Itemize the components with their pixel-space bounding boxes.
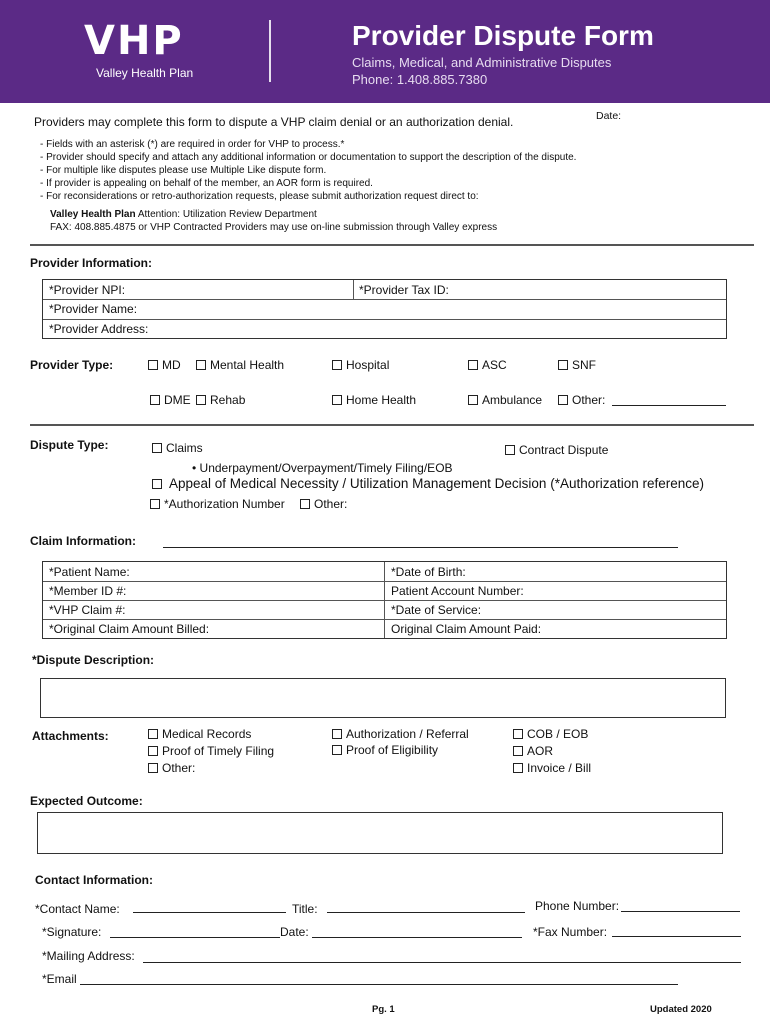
mailing-label: *Mailing Address: [42,949,135,963]
dept-line [50,209,317,220]
section-divider [30,244,754,246]
provider-info-table [42,279,727,339]
title-field[interactable] [327,912,525,913]
mailing-field[interactable] [143,962,741,963]
checkbox-cob-eob[interactable]: COB / EOB [513,727,588,741]
checkbox-auth-referral[interactable]: Authorization / Referral [332,727,469,741]
updated-label: Updated 2020 [650,1004,712,1015]
checkbox-icon [148,746,158,756]
bullet-icon: • [192,461,197,475]
expected-outcome-heading: Expected Outcome: [30,794,143,808]
checkbox-icon [152,479,162,489]
checkbox-timely-filing[interactable]: Proof of Timely Filing [148,744,274,758]
checkbox-appeal[interactable]: Appeal of Medical Necessity / Utilization Management Decision (*Authorization reference) [152,476,704,491]
checkbox-hospital[interactable]: Hospital [332,358,389,372]
fax-field[interactable] [612,936,741,937]
claim-info-heading: Claim Information: [30,534,137,548]
checkbox-mental-health[interactable]: Mental Health [196,358,284,372]
date-of-service-field[interactable]: *Date of Service: [391,603,482,617]
phone-field[interactable] [621,911,740,912]
dispute-description-heading: *Dispute Description: [32,653,155,667]
claim-billed-field[interactable]: *Original Claim Amount Billed: [49,622,210,636]
vhp-claim-field[interactable]: *VHP Claim #: [49,603,126,617]
claim-info-line[interactable] [163,547,678,548]
dispute-bullet: • Underpayment/Overpayment/Timely Filing/EOB [192,461,453,475]
signature-label: *Signature: [42,925,102,939]
checkbox-dme[interactable]: DME [150,393,191,407]
claim-info-table [42,561,727,639]
checkbox-icon [505,445,515,455]
provider-tax-id-field[interactable]: *Provider Tax ID: [359,283,449,297]
logo-subtitle: Valley Health Plan [96,66,194,80]
checkbox-icon [196,395,206,405]
email-field[interactable] [80,984,678,985]
instruction-2: - Provider should specify and attach any additional information or documentation to support the description of the dispute. [40,152,577,163]
checkbox-eligibility[interactable]: Proof of Eligibility [332,743,438,757]
provider-address-field[interactable]: *Provider Address: [49,322,149,336]
date-label: Date: [596,110,622,122]
title-label: Title: [292,902,318,916]
checkbox-icon [148,729,158,739]
phone-label: Phone Number: [535,899,620,913]
checkbox-medical-records[interactable]: Medical Records [148,727,251,741]
provider-name-field[interactable]: *Provider Name: [49,302,138,316]
checkbox-icon [196,360,206,370]
date-of-birth-field[interactable]: *Date of Birth: [391,565,466,579]
checkbox-icon [332,745,342,755]
checkbox-asc[interactable]: ASC [468,358,507,372]
instruction-1: - Fields with an asterisk (*) are required in order for VHP to process.* [40,139,345,150]
dept-attention: Attention: Utilization Review Department [135,209,317,220]
dept-fax: FAX: 408.885.4875 or VHP Contracted Providers may use on-line submission through Valley express [50,222,498,233]
attachments-label: Attachments: [32,729,109,743]
checkbox-icon [468,395,478,405]
checkbox-icon [150,499,160,509]
date-contact-label: Date: [280,925,309,939]
checkbox-attach-other[interactable]: Other: [148,761,195,775]
checkbox-icon [300,499,310,509]
checkbox-icon [150,395,160,405]
checkbox-icon [148,763,158,773]
signature-field[interactable] [110,937,280,938]
checkbox-icon [558,395,568,405]
patient-name-field[interactable]: *Patient Name: [49,565,130,579]
checkbox-ambulance[interactable]: Ambulance [468,393,542,407]
dispute-description-box[interactable] [40,678,726,718]
header-phone: Phone: 1.408.885.7380 [352,72,488,87]
vhp-logo: VHP [84,18,184,64]
checkbox-dispute-other[interactable]: Other: [300,497,347,511]
checkbox-icon [513,746,523,756]
checkbox-auth-number[interactable]: *Authorization Number [150,497,285,511]
intro-text: Providers may complete this form to dispute a VHP claim denial or an authorization denial. [34,115,514,129]
dept-org: Valley Health Plan [50,209,136,220]
checkbox-icon [152,443,162,453]
expected-outcome-box[interactable] [37,812,723,854]
checkbox-icon [513,763,523,773]
checkbox-aor[interactable]: AOR [513,744,553,758]
section-divider [30,424,754,426]
instruction-5: - For reconsiderations or retro-authorization requests, please submit authorization request direct to: [40,191,479,202]
checkbox-icon [558,360,568,370]
checkbox-home-health[interactable]: Home Health [332,393,416,407]
other-provider-line[interactable] [612,405,726,406]
checkbox-snf[interactable]: SNF [558,358,596,372]
checkbox-icon [332,360,342,370]
instruction-3: - For multiple like disputes please use Multiple Like dispute form. [40,165,327,176]
contact-info-heading: Contact Information: [35,873,153,887]
patient-account-field[interactable]: Patient Account Number: [391,584,524,598]
date-field[interactable] [596,124,746,140]
checkbox-invoice[interactable]: Invoice / Bill [513,761,591,775]
checkbox-md[interactable]: MD [148,358,181,372]
checkbox-claims[interactable]: Claims [152,441,203,455]
date-contact-field[interactable] [312,937,522,938]
dispute-type-label: Dispute Type: [30,438,109,452]
checkbox-icon [148,360,158,370]
claim-paid-field[interactable]: Original Claim Amount Paid: [391,622,542,636]
email-label: *Email [42,972,77,986]
checkbox-icon [332,729,342,739]
header-divider [269,20,271,82]
instruction-4: - If provider is appealing on behalf of the member, an AOR form is required. [40,178,373,189]
form-subtitle: Claims, Medical, and Administrative Disputes [352,55,612,70]
contact-name-label: *Contact Name: [35,902,120,916]
checkbox-icon [332,395,342,405]
fax-label: *Fax Number: [533,925,608,939]
member-id-field[interactable]: *Member ID #: [49,584,127,598]
checkbox-icon [513,729,523,739]
form-title: Provider Dispute Form [352,20,654,51]
checkbox-contract-dispute[interactable]: Contract Dispute [505,443,608,457]
provider-type-label: Provider Type: [30,358,114,372]
page-number: Pg. 1 [372,1004,395,1015]
checkbox-rehab[interactable]: Rehab [196,393,245,407]
provider-npi-field[interactable]: *Provider NPI: [49,283,126,297]
checkbox-icon [468,360,478,370]
provider-info-heading: Provider Information: [30,256,153,270]
contact-name-field[interactable] [133,912,286,913]
checkbox-other-provider[interactable]: Other: [558,393,605,407]
